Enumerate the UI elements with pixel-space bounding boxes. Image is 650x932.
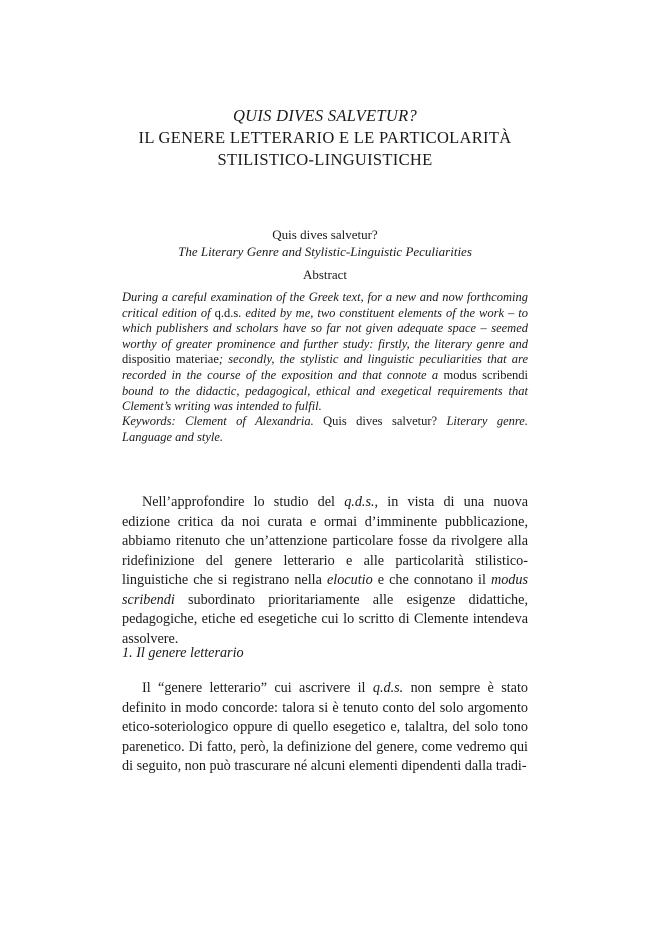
keywords-text-3: Literary genre. Language and style.: [122, 414, 528, 444]
abstract-text-3: edited by me, two constituent elements of the work – to which publishers and scholars have so far not given adequate space – seemed worthy of greater prominence and further study: firstly, the literary genre and: [122, 305, 529, 351]
abstract-text-2: q.d.s.: [214, 305, 242, 320]
intro-text-1: Nell’approfondire lo studio del: [142, 494, 345, 510]
english-title-line-2: The Literary Genre and Stylistic-Linguistic Peculiarities: [178, 244, 472, 259]
abstract-text-5: ; secondly, the stylistic and linguistic peculiarities that are recorded in the course of the exposition and that connote a: [122, 352, 528, 382]
section-paragraph: [122, 679, 528, 777]
keywords-text-2: Quis dives salvetur?: [323, 414, 438, 428]
abstract-text-6: modus scribendi: [443, 367, 528, 382]
title-line-2: IL GENERE LETTERARIO E LE PARTICOLARITÀ: [138, 128, 512, 147]
english-title-line-1: Quis dives salvetur?: [272, 227, 378, 242]
abstract-text: [122, 290, 528, 415]
article-title: [0, 105, 650, 171]
title-line-1: QUIS DIVES SALVETUR?: [232, 106, 418, 125]
section-text-1: Il “genere letterario” cui ascrivere il: [142, 680, 373, 696]
intro-text-3: , in vista di una nuova edizione critica da noi curata e ormai d’imminente pubblicazione, abbiamo ritenuto che un’attenzione particolare fosse da rivolgere alla ridefinizione del genere letterario e alle particolarità stilistico-linguistiche che si registrano nella: [122, 494, 528, 588]
keywords-text-1: Keywords: Clement of Alexandria.: [122, 414, 324, 428]
title-line-3: STILISTICO-LINGUISTICHE: [217, 150, 433, 169]
abstract-text-4: dispositio materiae: [122, 352, 219, 367]
abstract-text-7: bound to the didactic, pedagogical, ethical and exegetical requirements that Clement’s writing was intended to fulfil.: [122, 383, 528, 414]
section-text-2: q.d.s.: [372, 680, 404, 696]
intro-paragraph: [122, 493, 528, 649]
english-title: [0, 226, 650, 260]
abstract-text-1: During a careful examination of the Greek text, for a new and now forthcoming critical edition of: [122, 290, 528, 320]
intro-text-7: subordinato prioritariamente alle esigenze didattiche, pedagogiche, etiche ed esegetiche cui lo scritto di Clemente intendeva assolvere.: [122, 591, 528, 647]
intro-text-4: elocutio: [326, 572, 373, 588]
abstract-heading: Abstract: [302, 267, 348, 282]
intro-text-5: e che connotano il: [372, 572, 491, 588]
intro-text-6: modus scribendi: [122, 572, 529, 608]
section-heading: 1. Il genere letterario: [122, 645, 244, 661]
keywords: [122, 414, 528, 445]
intro-text-2: q.d.s.: [344, 494, 375, 510]
section-text-3: non sempre è stato definito in modo concorde: talora si è tenuto conto del solo argomento etico-soteriologico oppure di quello esegetico e, talaltra, del solo tono parenetico. Di fatto, però, la definizione del genere, come vedremo qui di seguito, non può trascurare né alcuni elementi dipendenti dalla tradi-: [122, 680, 528, 774]
